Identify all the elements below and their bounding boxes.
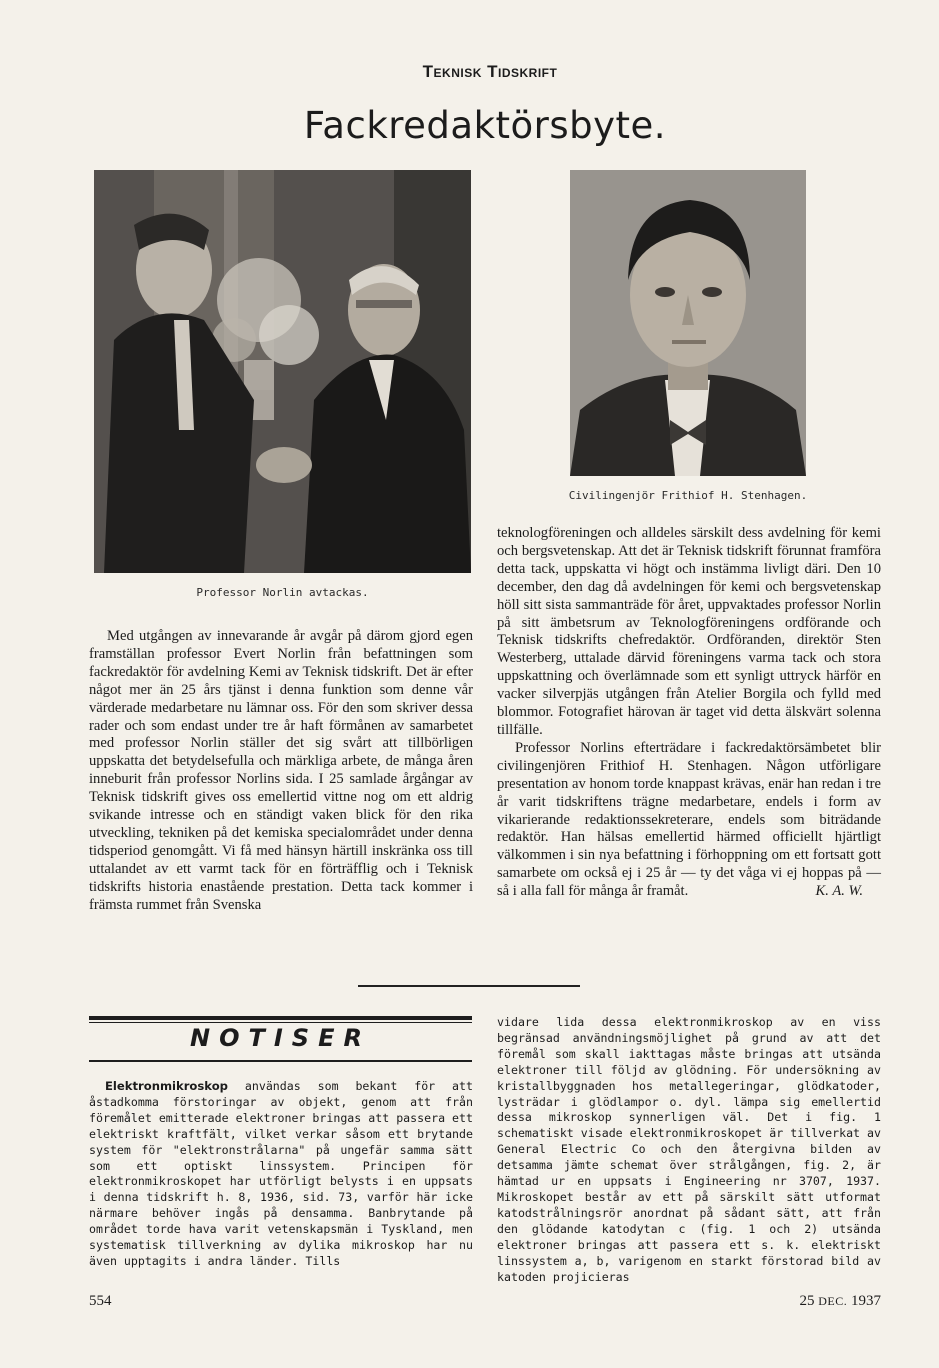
issue-date xyxy=(775,1293,881,1310)
section-divider xyxy=(358,985,580,987)
notiser-paragraph: vidare lida dessa elektronmikroskop av en viss begränsad användningsmöjlighet på grund av att det föremål som skall iakttagas måste bringas att utsända elektroner till följd av glödning. För undersökning av kristallbyggnaden hos metallegeringar, glödkatoder, lysträdar i glödlampor o. dyl. lämpa sig emellertid dessa mikroskop synnerligen väl. Det i fig. 1 schematiskt visade elektronmikroskopet är tillverkat av General Electric Co och den återgivna bilden av detsamma jämte schemat över strålgången, fig. 2, är hämtad ur en uppsats i Engineering nr 3707, 1937. Mikroskopet består av ett på särskilt sätt utformat katodstrålningsrör anordnat på sådant sätt, att från den glödande katodytan c (fig. 1 och 2) utsända elektroner bringas att passera ett s. k. elektriskt linssystem a, b, varigenom en starkt förstorad bild av katoden projicieras xyxy=(497,1015,881,1284)
issue-date-day: 25 xyxy=(799,1293,815,1309)
notiser-right-column xyxy=(497,1015,881,1285)
notiser-heading: NOTISER xyxy=(190,1024,371,1052)
article-right-column xyxy=(497,525,881,901)
notiser-heading-box xyxy=(89,1016,472,1064)
article-title: Fackredaktörsbyte. xyxy=(303,104,667,147)
notiser-paragraph xyxy=(89,1079,473,1270)
photo-stenhagen-portrait xyxy=(570,170,806,476)
notiser-lead-term: Elektronmikroskop xyxy=(105,1079,228,1093)
article-paragraph xyxy=(497,740,881,901)
notiser-top-rule xyxy=(89,1016,472,1020)
article-paragraph: Med utgången av innevarande år avgår på därom gjord egen framställan professor Evert Norlin från befattningen som fackredaktör för avdelning Kemi av Teknisk tidskrift. Det är efter något mer än 25 års tjänst i denna funktion som denne vår värderade medarbetare nu lämnar oss. För den som skriver dessa rader och som endast under tre år haft förmånen av samarbetet med professor Norlin ställer det sig svårt att tillbörligen uppskatta det betydelsefulla och märkliga arbete, de många åren inneburit från professor Norlins sida. I 25 samlade årgångar av Teknisk tidskrift gives oss emellertid vittne nog om ett aldrig svikande intresse och en ständigt vaken blick för den rika utveckling, tekniken på det kemiska specialområdet under denna tidsperiod genomgått. Vi få med hänsyn härtill inskränka oss till uttalandet av ett varmt tack för en förträfflig och i Teknisk tidskrifts historia enastående prestation. Detta tack kommer i främsta rummet från Svenska xyxy=(89,628,473,913)
left-photo-caption: Professor Norlin avtackas. xyxy=(196,586,369,599)
notiser-text: användas som bekant för att åstadkomma förstoringar av objekt, genom att från föremålet emitterade elektroner bringas att passera ett elektriskt kraftfält, vilket verkar såsom ett brytande system för "elektronstrålarna" på ungefär samma sätt som ett optiskt linssystem. Principen för elektronmikroskopet har utförligt belysts i en uppsats i denna tidskrift h. 8, 1936, sid. 73, varför här icke närmare behöver ingås på densamma. Banbrytande på området torde hava varit vetenskapsmän i Tyskland, men systematisk tillverkning av dylika mikroskop har nu även upptagits i andra länder. Tills xyxy=(89,1079,473,1268)
article-paragraph: teknologföreningen och alldeles särskilt dess avdelning för kemi och bergsvetenskap. Att det är Teknisk tidskrift förunnat framföra detta tack, uppskatta vi högt och instämma livligt däri. Den 10 december, den dag då avdelningen för kemi och bergsvetenskap höll sitt sista sammanträde för året, uppvaktades professor Norlin på sitt ämbetsrum av Teknologföreningens ordförande och Teknisk tidskrifts chefredaktör. Ordföranden, direktör Sten Westerberg, uttalade därvid föreningens varma tack och stora uppskattning och överlämnade som ett synligt uttryck härför en vacker silverpjäs utgången från Atelier Borgila och fylld med blommor. Fotografiet härovan är taget vid detta älskvärt solenna tillfälle. xyxy=(497,525,881,738)
author-signature: K. A. W. xyxy=(815,883,863,900)
page-number: 554 xyxy=(89,1293,112,1309)
issue-date-year: 1937 xyxy=(851,1293,881,1309)
notiser-left-column xyxy=(89,1079,473,1270)
running-head: Teknisk Tidskrift xyxy=(422,62,558,81)
issue-date-month: DEC. xyxy=(818,1294,848,1308)
article-left-column xyxy=(89,628,473,915)
article-paragraph-text: Professor Norlins efterträdare i fackredaktörsämbetet blir civilingenjören Frithiof H. Stenhagen. Någon utförligare presentation av honom torde knappast krävas, enär han redan i tre år varit tidskriftens trägne medarbetare, endels i form av vikarierande redaktionssekreterare, endels som biträdande redaktör. Han hälsas emellertid härmed officiellt hjärtligt välkommen i sin nya befattning i förhoppning om ett fortsatt gott samarbete om också ej i 25 år — ty det våga vi ej hoppas på — så i alla fall för många år framåt. xyxy=(497,739,881,900)
notiser-bottom-rule xyxy=(89,1060,472,1062)
notiser-top-rule-thin xyxy=(89,1022,472,1023)
right-photo-caption: Civilingenjör Frithiof H. Stenhagen. xyxy=(568,489,808,502)
photo-norlin-farewell xyxy=(94,170,471,573)
